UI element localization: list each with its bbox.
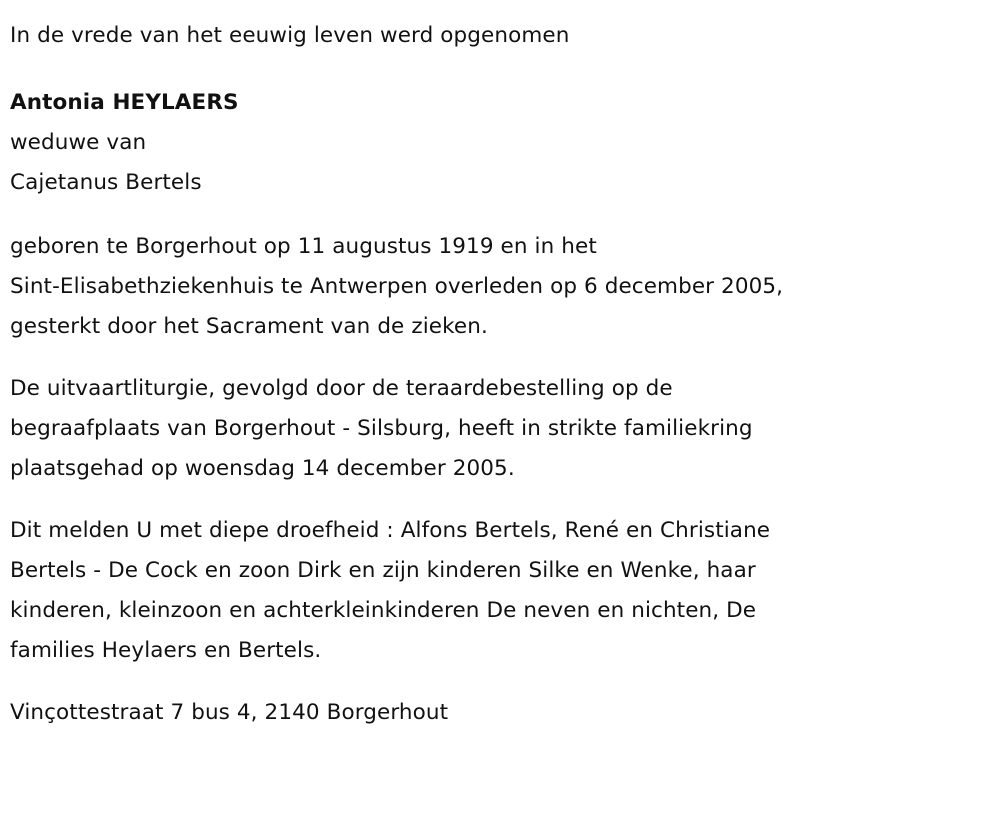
birth-death-line: gesterkt door het Sacrament van de zieken. [10, 314, 488, 339]
funeral-line: plaatsgehad op woensdag 14 december 2005. [10, 456, 515, 481]
announcement-line: Dit melden U met diepe droefheid : Alfons Bertels, René en Christiane [10, 518, 771, 543]
address-block [10, 693, 980, 733]
announcement-line: kinderen, kleinzoon en achterkleinkinderen De neven en nichten, De [10, 598, 757, 623]
spacer [10, 203, 980, 227]
spacer [10, 489, 980, 511]
birth-death-line: Sint-Elisabethziekenhuis te Antwerpen overleden op 6 december 2005, [10, 274, 784, 299]
announcement-line: Bertels - De Cock en zoon Dirk en zijn kinderen Silke en Wenke, haar [10, 558, 756, 583]
spacer [10, 347, 980, 369]
funeral-line: De uitvaartliturgie, gevolgd door de teraardebestelling op de [10, 376, 673, 401]
deceased-block [10, 83, 980, 203]
spouse-name: Cajetanus Bertels [10, 170, 202, 195]
spacer [10, 56, 980, 83]
spacer [10, 671, 980, 693]
birth-death-paragraph [10, 227, 980, 347]
announcement-paragraph [10, 511, 980, 671]
opening-line: In de vrede van het eeuwig leven werd opgenomen [10, 23, 570, 48]
opening-statement [10, 16, 980, 56]
deceased-name: Antonia HEYLAERS [10, 90, 239, 115]
funeral-paragraph [10, 369, 980, 489]
address-line: Vinçottestraat 7 bus 4, 2140 Borgerhout [10, 700, 449, 725]
birth-death-line: geboren te Borgerhout op 11 augustus 1919 en in het [10, 234, 597, 259]
relation-label: weduwe van [10, 130, 147, 155]
funeral-line: begraafplaats van Borgerhout - Silsburg, heeft in strikte familiekring [10, 416, 753, 441]
announcement-line: families Heylaers en Bertels. [10, 638, 322, 663]
